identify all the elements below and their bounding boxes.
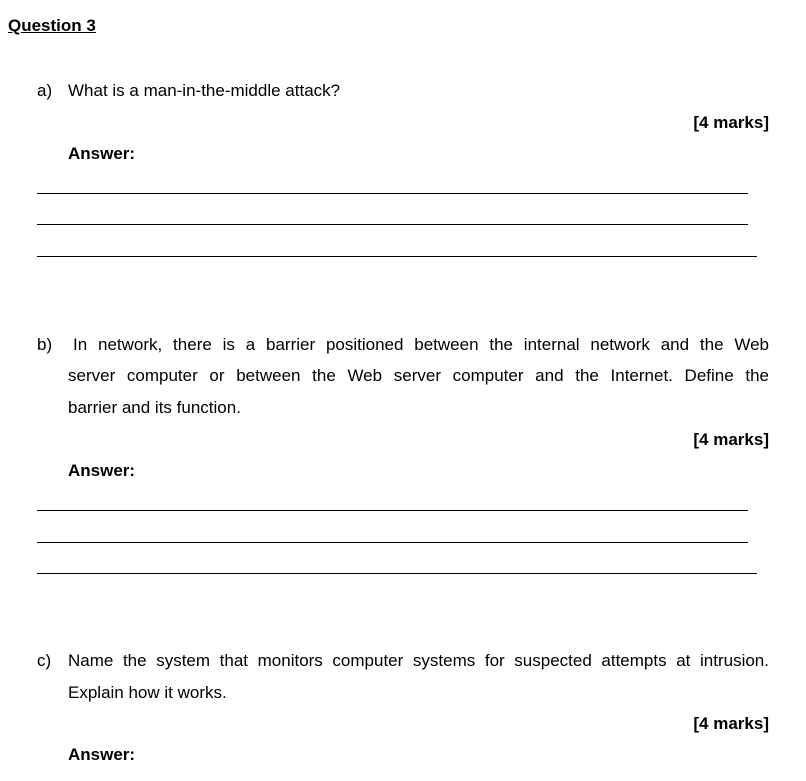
answer-label: Answer: <box>68 461 136 480</box>
answer-line[interactable] <box>37 193 748 194</box>
answer-line[interactable] <box>37 510 748 511</box>
question-letter: a) <box>37 81 53 100</box>
marks-label: [4 marks] <box>693 113 769 132</box>
question-text-line: server computer or between the Web server computer and the Internet. Define the <box>68 366 769 385</box>
answer-line[interactable] <box>37 573 757 574</box>
question-letter: c) <box>37 651 52 670</box>
answer-line[interactable] <box>37 542 748 543</box>
answer-line[interactable] <box>37 256 757 257</box>
page-title: Question 3 <box>8 16 96 35</box>
question-text-line: Explain how it works. <box>68 683 227 702</box>
question-text-line: What is a man-in-the-middle attack? <box>68 81 341 100</box>
answer-label: Answer: <box>68 144 136 163</box>
answer-label: Answer: <box>68 745 136 764</box>
question-text-line: barrier and its function. <box>68 398 241 417</box>
marks-label: [4 marks] <box>693 430 769 449</box>
question-text-line: Name the system that monitors computer systems for suspected attempts at intrusion. <box>68 651 769 670</box>
answer-line[interactable] <box>37 224 748 225</box>
question-letter: b) <box>37 335 53 354</box>
marks-label: [4 marks] <box>693 714 769 733</box>
question-text-line: In network, there is a barrier positioned between the internal network and the Web <box>73 335 769 354</box>
